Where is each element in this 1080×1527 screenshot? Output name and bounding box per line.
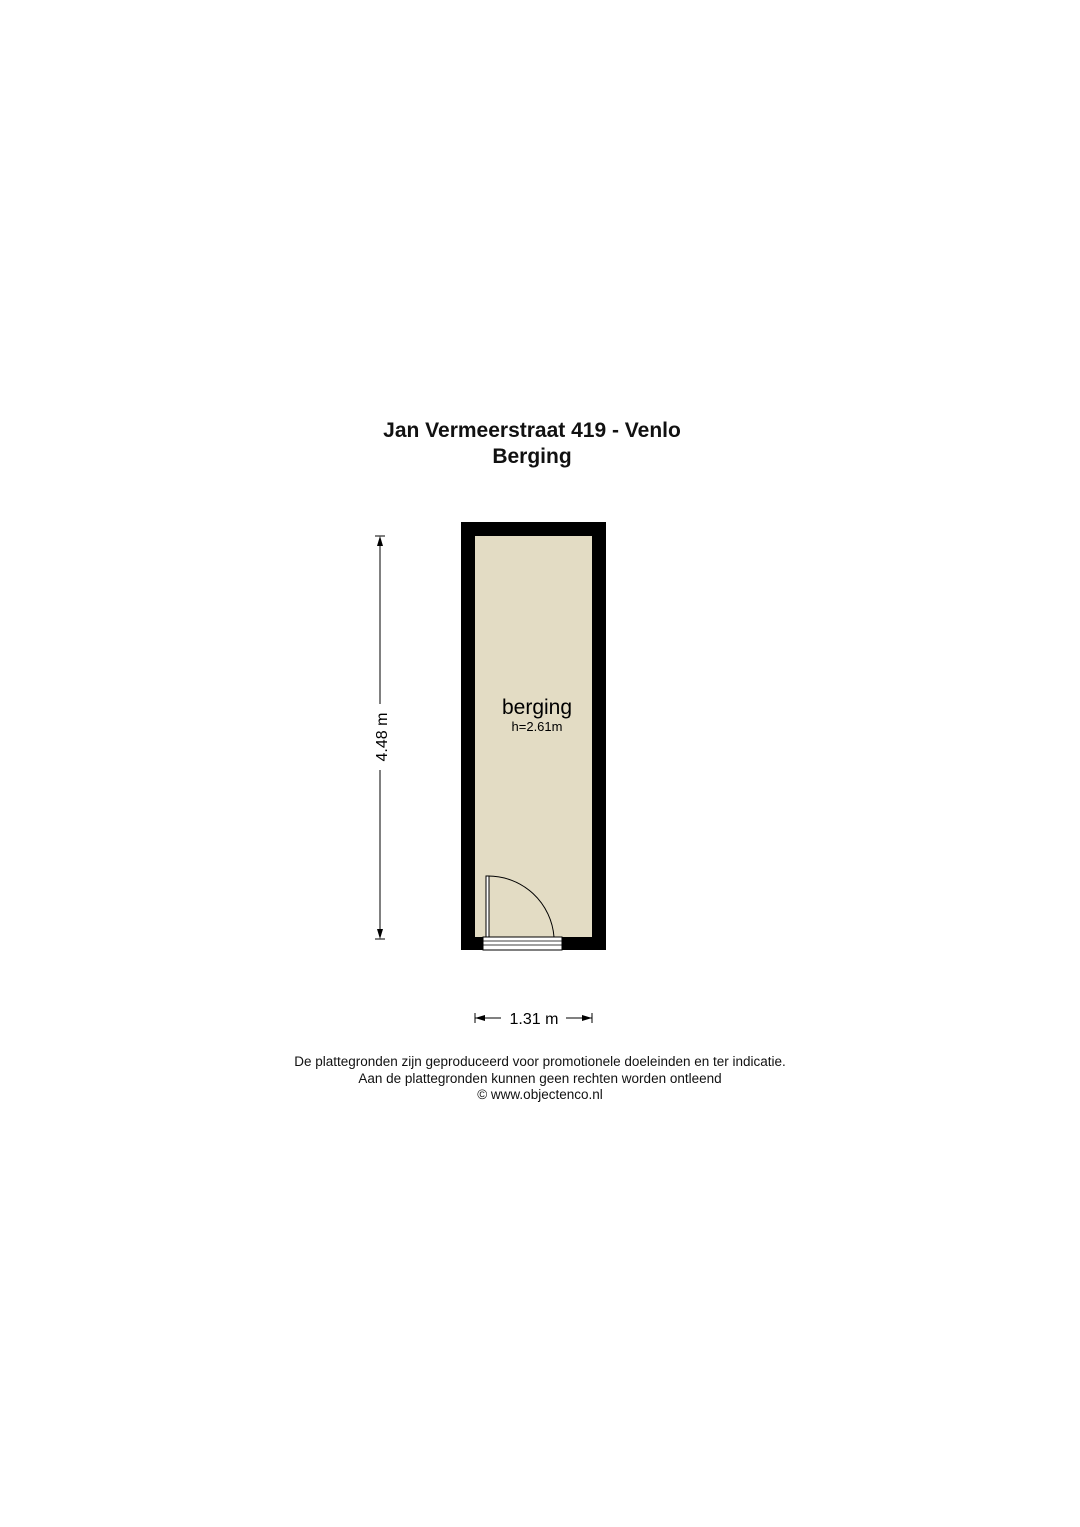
copyright-link[interactable]: © www.objectenco.nl [477, 1087, 603, 1102]
floor-title: Berging [492, 445, 572, 468]
wall-top [461, 522, 606, 536]
door-threshold [483, 937, 562, 950]
door-leaf [486, 876, 489, 937]
arrow-right-icon [582, 1015, 592, 1021]
wall-bottom-left [461, 937, 483, 950]
wall-left [461, 522, 475, 950]
address-title: Jan Vermeerstraat 419 - Venlo [383, 419, 681, 442]
disclaimer-line-1: De plattegronden zijn geproduceerd voor promotionele doeleinden en ter indicatie. [294, 1054, 786, 1069]
disclaimer [0, 1054, 1080, 1104]
arrow-up-icon [377, 536, 383, 546]
wall-bottom-right [562, 937, 606, 950]
room-name: berging [501, 696, 573, 719]
arrow-left-icon [475, 1015, 485, 1021]
room-height: h=2.61m [511, 719, 563, 734]
wall-right [592, 522, 606, 950]
width-label: 1.31 m [509, 1011, 559, 1028]
disclaimer-line-2: Aan de plattegronden kunnen geen rechten worden ontleend [358, 1070, 722, 1086]
arrow-down-icon [377, 929, 383, 939]
depth-label: 4.48 m [374, 712, 391, 762]
